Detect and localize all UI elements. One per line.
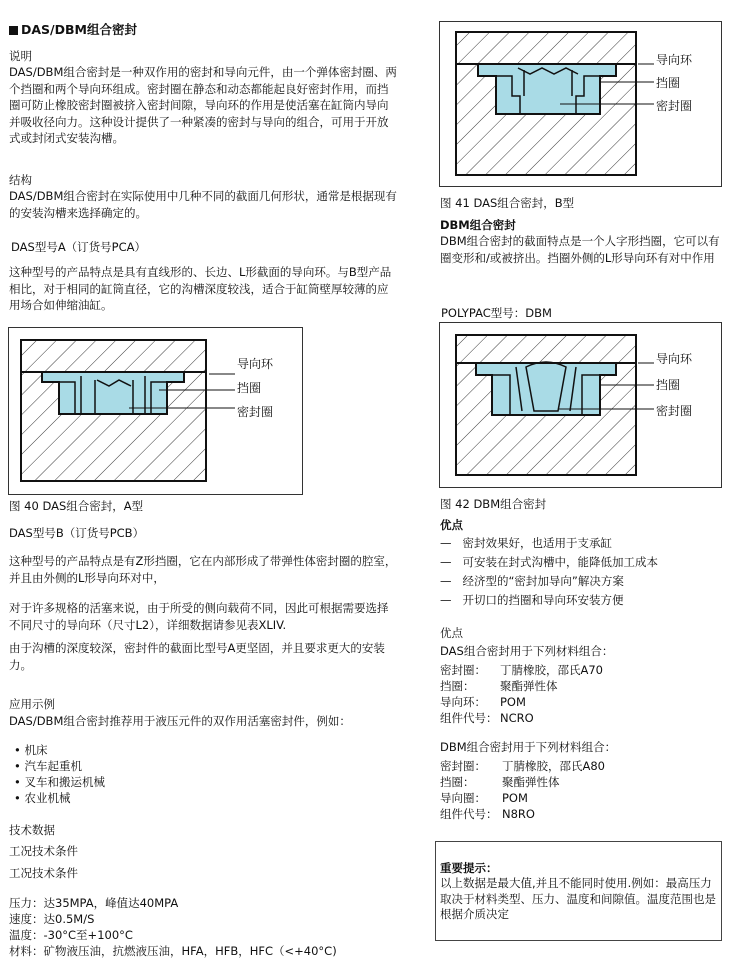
fig42-label-seal-ring: 密封圈 <box>656 404 693 418</box>
application-paragraph: DAS/DBM组合密封推荐用于液压元件的双作用活塞密封件，例如： <box>9 714 351 728</box>
combo-value: POM <box>500 695 526 709</box>
type-b-heading: DAS型号B（订货号PCB） <box>9 526 145 540</box>
figure-42-caption: 图 42 DBM组合密封 <box>440 497 547 511</box>
fig41-label-guide-ring: 导向环 <box>656 53 693 67</box>
combo-value: NCRO <box>500 711 534 725</box>
structure-paragraph: DAS/DBM组合密封在实际使用中几种不同的截面几何形状，通常是根据现有的安装沟槽来选择确定的。 <box>9 189 397 220</box>
fig42-label-guide-ring: 导向环 <box>656 352 693 366</box>
list-item: — 密封效果好，也适用于支承缸 <box>440 536 612 550</box>
combo-key: 挡圈： <box>440 679 475 693</box>
page-title: DAS/DBM组合密封 <box>21 22 137 37</box>
temperature-spec: 温度：-30°C至+100°C <box>9 928 133 942</box>
combo-key: 导向圈： <box>440 791 486 805</box>
important-note-heading: 重要提示： <box>440 861 498 875</box>
combo-value: N8RO <box>502 807 535 821</box>
material-spec: 材料：矿物液压油，抗燃液压油，HFA，HFB，HFC（<+40°C) <box>9 944 337 958</box>
combo-value: 聚酯弹性体 <box>502 775 560 789</box>
list-item: — 开切口的挡圈和导向环安装方便 <box>440 593 624 607</box>
dbm-combo-heading: DBM组合密封用于下列材料组合： <box>440 740 617 754</box>
das-combo-heading: DAS组合密封用于下列材料组合： <box>440 644 614 658</box>
combo-key: 组件代号： <box>440 711 498 725</box>
figure-40 <box>8 327 303 495</box>
combo-value: 丁腈橡胶，邵氏A70 <box>500 663 603 677</box>
fig41-label-backup-ring: 挡圈 <box>656 76 681 90</box>
fig40-label-backup-ring: 挡圈 <box>237 381 262 395</box>
combo-key: 组件代号： <box>440 807 498 821</box>
combo-value: 丁腈橡胶，邵氏A80 <box>502 759 605 773</box>
combo-key: 挡圈： <box>440 775 475 789</box>
type-a-paragraph: 这种型号的产品特点是具有直线形的、长边、L形截面的导向环。与B型产品相比，对于相同的缸筒直径，它的沟槽深度较浅，适合于缸筒壁厚较薄的应用场合如伸缩油缸。 <box>9 265 392 312</box>
list-item: • 汽车起重机 <box>14 759 82 773</box>
advantages-heading: 优点 <box>440 518 463 532</box>
type-b-paragraph-3: 由于沟槽的深度较深，密封件的截面比型号A更坚固，并且要求更大的安装力。 <box>9 641 385 672</box>
combo-key: 密封圈： <box>440 663 486 677</box>
list-item: — 可安装在封式沟槽中，能降低加工成本 <box>440 555 658 569</box>
figure-41 <box>439 21 722 187</box>
pressure-spec: 压力：达35MPA，峰值达40MPA <box>9 896 179 910</box>
structure-heading: 结构 <box>9 173 32 187</box>
list-item: • 机床 <box>14 743 48 757</box>
important-note-text: 以上数据是最大值,并且不能同时使用.例如：最高压力取决于材料类型、压力、温度和间隙值。温度范围也是根据介质决定 <box>440 876 716 921</box>
fig41-label-seal-ring: 密封圈 <box>656 99 693 113</box>
combo-value: POM <box>502 791 528 805</box>
type-b-paragraph-2: 对于许多规格的活塞来说，由于所受的侧向载荷不同，因此可根据需要选择不同尺寸的导向环（尺寸L2），详细数据请参见表XLIV. <box>9 601 389 632</box>
list-item: — 经济型的“密封加导向”解决方案 <box>440 574 624 588</box>
polypac-model: POLYPAC型号：DBM <box>441 306 552 320</box>
combo-key: 导向环： <box>440 695 486 709</box>
important-note-box <box>435 841 722 941</box>
dbm-paragraph: DBM组合密封的截面特点是一个人字形挡圈，它可以有圈变形和/或被挤出。挡圈外侧的L形导向环有对中作用 <box>440 234 720 265</box>
desc-paragraph: DAS/DBM组合密封是一种双作用的密封和导向元件，由一个弹体密封圈、两个挡圈和两个导向环组成。密封圈在静态和动态都能起良好密封作用，而挡圈可防止橡胶密封圈被挤入密封间隙，导向环的作用是使活塞在缸筒内导向并吸收径向力。这种设计提供了一种紧凑的密封与导向的组合，可用于开放式或封闭式安装沟槽。 <box>9 65 397 145</box>
list-item: • 叉车和搬运机械 <box>14 775 105 789</box>
combo-value: 聚酯弹性体 <box>500 679 558 693</box>
fig40-label-seal-ring: 密封圈 <box>237 405 274 419</box>
fig42-label-backup-ring: 挡圈 <box>656 378 681 392</box>
fig40-label-guide-ring: 导向环 <box>237 357 274 371</box>
type-a-heading: DAS型号A（订货号PCA） <box>11 240 147 254</box>
dbm-heading: DBM组合密封 <box>440 218 516 232</box>
condition-line-1: 工况技术条件 <box>9 844 78 858</box>
list-item: • 农业机械 <box>14 791 71 805</box>
figure-42 <box>439 322 722 488</box>
figure-40-caption: 图 40 DAS组合密封，A型 <box>9 499 144 513</box>
application-heading: 应用示例 <box>9 697 55 711</box>
type-b-paragraph-1: 这种型号的产品特点是有Z形挡圈，它在内部形成了带弹性体密封圈的腔室，并且由外侧的L形导向环对中， <box>9 554 397 585</box>
speed-spec: 速度：达0.5M/S <box>9 912 95 926</box>
combo-key: 密封圈： <box>440 759 486 773</box>
tech-data-heading: 技术数据 <box>9 823 55 837</box>
title-square-icon <box>9 26 18 35</box>
desc-heading: 说明 <box>9 49 32 63</box>
advantages-heading-2: 优点 <box>440 626 463 640</box>
figure-41-caption: 图 41 DAS组合密封，B型 <box>440 196 575 210</box>
condition-line-2: 工况技术条件 <box>9 866 78 880</box>
